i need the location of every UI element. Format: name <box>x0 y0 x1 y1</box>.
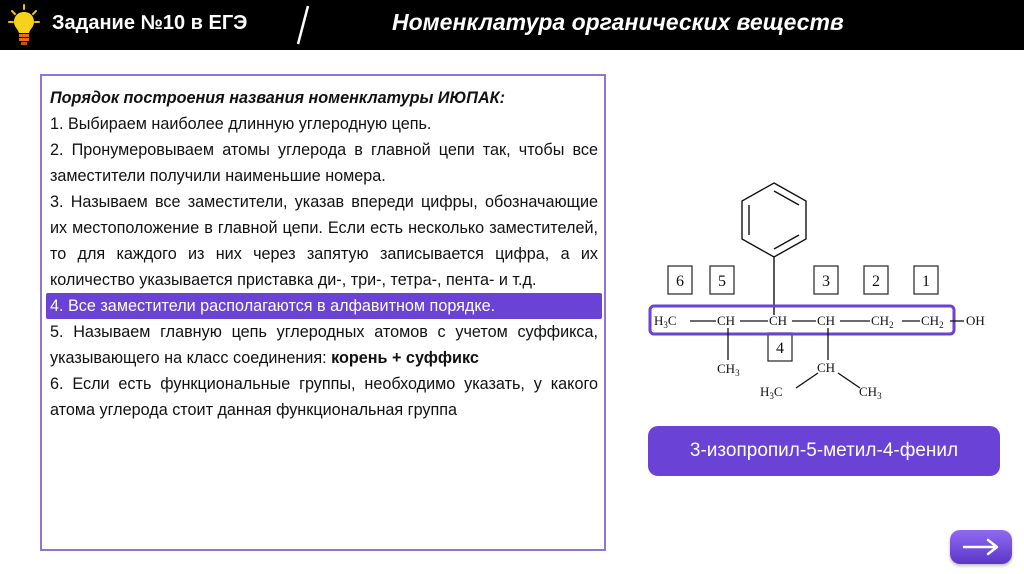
atom-c2: $CH_2$ <box>871 313 894 330</box>
rule-step-2: 2. Пронумеровываем атомы углерода в главной цепи так, чтобы все заместители получили наименьшие номера. <box>50 141 598 185</box>
slide-header <box>0 0 1024 50</box>
atom-c3: CH <box>817 313 836 328</box>
main-chain-frame <box>650 306 954 334</box>
rule-step-6: 6. Если есть функциональные группы, необходимо указать, у какого атома углерода стоит данная функциональная группа <box>50 375 598 419</box>
methyl-group: $CH_3$ <box>717 361 740 378</box>
number-6: 6 <box>676 273 684 290</box>
isopropyl-left-methyl: $H_3C$ <box>760 384 783 401</box>
number-5: 5 <box>718 273 726 290</box>
compound-name: 3-изопропил-5-метил-4-фенил <box>689 440 959 461</box>
atom-c1: $CH_2$ <box>921 313 944 330</box>
number-1: 1 <box>922 273 930 290</box>
hydroxyl-group: OH <box>966 313 985 328</box>
rule-step-4-highlighted: 4. Все заместители располагаются в алфавитном порядке. <box>46 293 602 319</box>
isopropyl-ch: CH <box>817 360 836 375</box>
number-2: 2 <box>872 273 880 290</box>
lightbulb-icon <box>8 4 40 46</box>
rule-step-3: 3. Называем все заместители, указав впереди цифры, обозначающие их местоположение в главной цепи. Если есть несколько заместителей, то для каждого из них через запятую записывается цифра, а их количество указывается приставка ди-, три-, тетра-, пента- и т.д. <box>50 193 598 289</box>
benzene-ring <box>742 183 806 257</box>
arrow-right-icon <box>961 538 1001 556</box>
rules-heading: Порядок построения названия номенклатуры ИЮПАК: <box>50 89 505 107</box>
compound-name-badge <box>648 426 1000 476</box>
atom-c6: $H_3C$ <box>654 313 677 330</box>
number-3: 3 <box>822 273 830 290</box>
structural-formula <box>630 150 1020 420</box>
slide-title: Номенклатура органических веществ <box>392 9 844 35</box>
iupac-rules-box <box>40 74 606 551</box>
divider-slash <box>296 4 310 46</box>
next-slide-button[interactable] <box>950 530 1012 564</box>
number-4: 4 <box>776 340 784 357</box>
rule-step-5-text: 5. Называем главную цепь углеродных атомов с учетом суффикса, указывающего на класс соединения: <box>50 323 598 367</box>
atom-c4: CH <box>769 313 788 328</box>
atom-c5: CH <box>717 313 736 328</box>
rule-step-5 <box>50 319 598 371</box>
isopropyl-right-methyl: $CH_3$ <box>859 384 882 401</box>
rule-step-1: 1. Выбираем наиболее длинную углеродную цепь. <box>50 115 432 133</box>
rule-step-5-bold: корень + суффикс <box>331 349 479 367</box>
task-label: Задание №10 в ЕГЭ <box>52 12 248 34</box>
